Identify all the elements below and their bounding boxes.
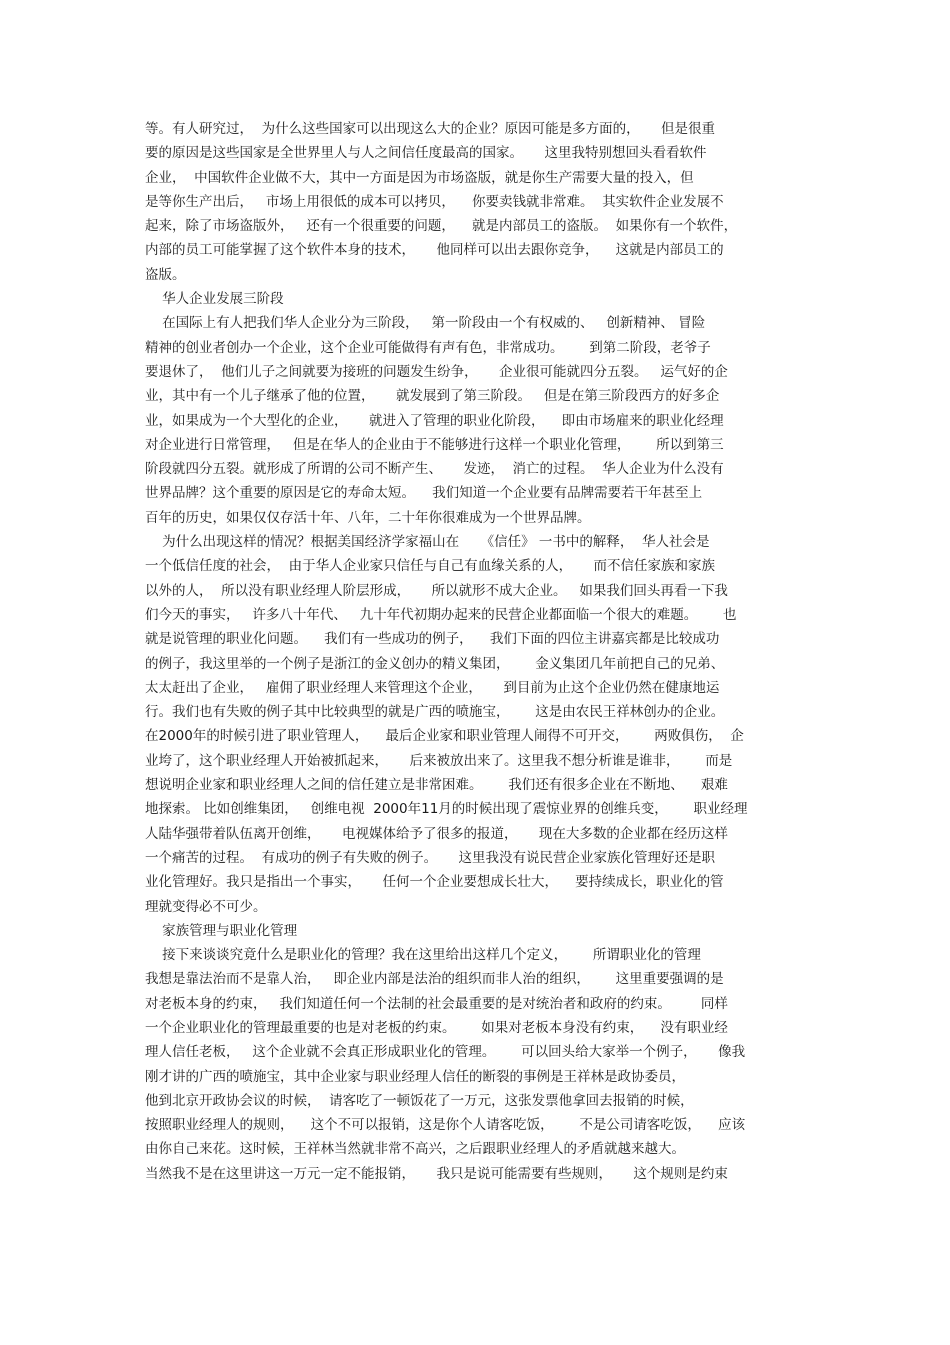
text-line: 等。有人研究过， 为什么这些国家可以出现这么大的企业？原因可能是多方面的， 但是很重	[145, 121, 716, 137]
text-line: 理人信任老板， 这个企业就不会真正形成职业化的管理。 可以回头给大家举一个例子， 像我	[145, 1044, 746, 1061]
text-line: 当然我不是在这里讲这一万元一定不能报销， 我只是说可能需要有些规则， 这个规则是约束	[145, 1165, 728, 1182]
text-line: 企业， 中国软件企业做不大，其中一方面是因为市场盗版，就是你生产需要大量的投入，但	[145, 169, 694, 186]
text-line: 理就变得必不可少。	[145, 898, 267, 915]
text-line: 阶段就四分五裂。就形成了所谓的公司不断产生、 发迹， 消亡的过程。 华人企业为什么没有	[145, 461, 724, 478]
text-line: 接下来谈谈究竟什么是职业化的管理？我在这里给出这样几个定义， 所谓职业化的管理	[145, 947, 701, 964]
text-line: 要退休了， 他们儿子之间就要为接班的问题发生纷争， 企业很可能就四分五裂。 运气好的企	[145, 363, 728, 380]
text-line: 想说明企业家和职业经理人之间的信任建立是非常困难。 我们还有很多企业在不断地、 艰难	[145, 777, 728, 794]
text-line: 业，如果成为一个大型化的企业， 就进入了管理的职业化阶段， 即由市场雇来的职业化经理	[145, 412, 724, 429]
text-line: 业化管理好。我只是指出一个事实， 任何一个企业要想成长壮大， 要持续成长，职业化的管	[145, 874, 724, 891]
text-line: 家族管理与职业化管理	[145, 922, 298, 939]
text-line: 就是说管理的职业化问题。 我们有一些成功的例子， 我们下面的四位主讲嘉宾都是比较成功	[145, 631, 720, 648]
text-line: 要的原因是这些国家是全世界里人与人之间信任度最高的国家。 这里我特别想回头看看软件	[145, 145, 707, 162]
text-line: 业垮了，这个职业经理人开始被抓起来， 后来被放出来了。这里我不想分析谁是谁非， 而是	[145, 752, 733, 769]
text-line: 地探索。 比如创维集团， 创维电视 2000年11月的时候出现了震惊业界的创维兵变， 职业经理	[145, 801, 748, 818]
text-line: 一个痛苦的过程。 有成功的例子有失败的例子。 这里我没有说民营企业家族化管理好还是职	[145, 849, 716, 866]
text-line: 们今天的事实， 许多八十年代、 九十年代初期办起来的民营企业都面临一个很大的难题。 也	[145, 606, 737, 623]
text-line: 对老板本身的约束， 我们知道任何一个法制的社会最重要的是对统治者和政府的约束。 同样	[145, 995, 728, 1012]
text-line: 为什么出现这样的情况？根据美国经济学家福山在 《信任》 一书中的解释， 华人社会是	[145, 534, 710, 551]
text-line: 一个企业职业化的管理最重要的也是对老板的约束。 如果对老板本身没有约束， 没有职业经	[145, 1019, 728, 1036]
text-line: 以外的人， 所以没有职业经理人阶层形成， 所以就形不成大企业。 如果我们回头再看一下我	[145, 582, 728, 599]
text-line: 对企业进行日常管理， 但是在华人的企业由于不能够进行这样一个职业化管理， 所以到第三	[145, 436, 724, 453]
text-line: 盗版。	[145, 266, 186, 283]
text-line: 百年的历史，如果仅仅存活十年、八年，二十年你很难成为一个世界品牌。	[145, 509, 591, 526]
text-line: 是等你生产出后， 市场上用很低的成本可以拷贝， 你要卖钱就非常难。 其实软件企业发展不	[145, 193, 724, 210]
text-line: 由你自己来花。这时候，王祥林当然就非常不高兴，之后跟职业经理人的矛盾就越来越大。	[145, 1141, 685, 1158]
text-line: 精神的创业者创办一个企业，这个企业可能做得有声有色，非常成功。 到第二阶段，老爷子	[145, 339, 711, 356]
document-body	[145, 117, 810, 1186]
text-line: 在国际上有人把我们华人企业分为三阶段， 第一阶段由一个有权威的、 创新精神、 冒险	[145, 315, 706, 332]
text-line: 一个低信任度的社会， 由于华人企业家只信任与自己有血缘关系的人， 而不信任家族和家族	[145, 558, 716, 575]
text-line: 刚才讲的广西的喷施宝，其中企业家与职业经理人信任的断裂的事例是王祥林是政协委员，	[145, 1068, 685, 1085]
text-line: 业，其中有一个儿子继承了他的位置， 就发展到了第三阶段。 但是在第三阶段西方的好多企	[145, 388, 720, 405]
text-line: 人陆华强带着队伍离开创维， 电视媒体给予了很多的报道， 现在大多数的企业都在经历这样	[145, 825, 728, 842]
text-line: 华人企业发展三阶段	[145, 291, 284, 308]
text-line: 世界品牌？这个重要的原因是它的寿命太短。 我们知道一个企业要有品牌需要若干年甚至上	[145, 485, 703, 502]
text-line: 起来，除了市场盗版外， 还有一个很重要的问题， 就是内部员工的盗版。 如果你有一个软件，	[145, 218, 738, 235]
text-line: 他到北京开政协会议的时候， 请客吃了一顿饭花了一万元，这张发票他拿回去报销的时候，	[145, 1092, 694, 1109]
text-line: 在2000年的时候引进了职业管理人， 最后企业家和职业管理人闹得不可开交， 两败俱伤， 企	[145, 728, 744, 745]
text-line: 行。我们也有失败的例子其中比较典型的就是广西的喷施宝， 这是由农民王祥林创办的企业。	[145, 704, 725, 721]
text-line: 内部的员工可能掌握了这个软件本身的技术， 他同样可以出去跟你竞争， 这就是内部员工的	[145, 242, 724, 259]
text-line: 太太赶出了企业， 雇佣了职业经理人来管理这个企业， 到目前为止这个企业仍然在健康地运	[145, 679, 720, 696]
text-line: 我想是靠法治而不是靠人治， 即企业内部是法治的组织而非人治的组织， 这里重要强调的是	[145, 971, 724, 988]
text-line: 按照职业经理人的规则， 这个不可以报销，这是你个人请客吃饭， 不是公司请客吃饭， 应该	[145, 1117, 746, 1134]
text-line: 的例子，我这里举的一个例子是浙江的金义创办的精义集团， 金义集团几年前把自己的兄弟、	[145, 655, 725, 672]
